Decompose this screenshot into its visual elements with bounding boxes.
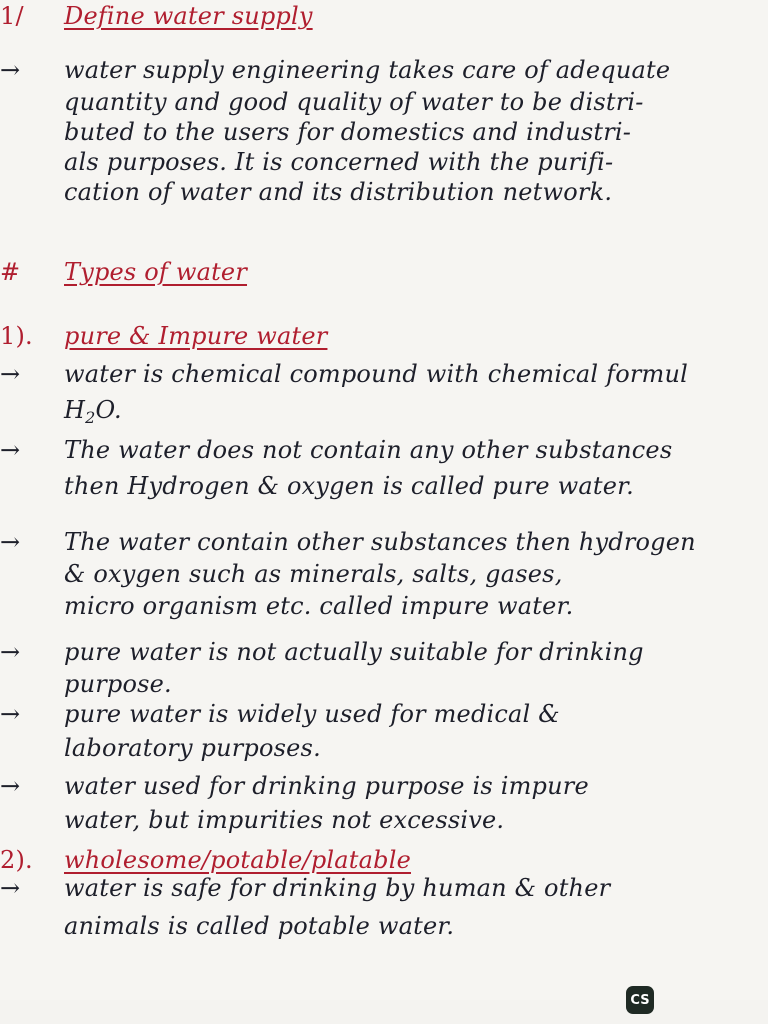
- point-drinking-impure-cont: water, but impurities not excessive.: [64, 806, 505, 834]
- definition-line-5: cation of water and its distribution network.: [64, 178, 613, 206]
- point-pure-not-suitable-cont: purpose.: [64, 670, 172, 698]
- definition-line-4: als purposes. It is concerned with the purifi-: [64, 148, 614, 176]
- point-pure-water-definition: → The water does not contain any other substances: [0, 436, 673, 464]
- arrow-icon: →: [0, 638, 21, 666]
- arrow-icon: →: [0, 360, 21, 388]
- arrow-icon: →: [0, 56, 21, 84]
- heading-wholesome-potable: 2). wholesome/potable/platable: [0, 846, 411, 874]
- arrow-icon: →: [0, 436, 21, 464]
- arrow-icon: →: [0, 772, 21, 800]
- point-potable-definition-cont: animals is called potable water.: [64, 912, 455, 940]
- arrow-icon: →: [0, 874, 21, 902]
- point-pure-medical-use-cont: laboratory purposes.: [64, 734, 321, 762]
- definition-line-1: → water supply engineering takes care of adequate: [0, 56, 671, 84]
- point-pure-not-suitable: → pure water is not actually suitable for drinking: [0, 638, 644, 666]
- heading-pure-impure-water: 1). pure & Impure water: [0, 322, 328, 350]
- point-chemical-compound: → water is chemical compound with chemical formul: [0, 360, 689, 388]
- definition-line-2: quantity and good quality of water to be distri-: [64, 88, 644, 116]
- formula-h2o: $H_2O$.: [64, 396, 122, 427]
- point-impure-water-definition: → The water contain other substances then hydrogen: [0, 528, 696, 556]
- point-drinking-impure: → water used for drinking purpose is impure: [0, 772, 589, 800]
- heading-types-of-water: # Types of water: [0, 258, 248, 286]
- arrow-icon: →: [0, 700, 21, 728]
- heading-define-water-supply: 1/ Define water supply: [0, 2, 313, 30]
- camscanner-logo-icon: CS: [626, 986, 654, 1014]
- point-pure-water-definition-cont: then Hydrogen & oxygen is called pure water.: [64, 472, 635, 500]
- point-impure-water-definition-cont2: micro organism etc. called impure water.: [64, 592, 574, 620]
- definition-line-3: buted to the users for domestics and industri-: [64, 118, 632, 146]
- arrow-icon: →: [0, 528, 21, 556]
- point-pure-medical-use: → pure water is widely used for medical &: [0, 700, 560, 728]
- point-impure-water-definition-cont1: & oxygen such as minerals, salts, gases,: [64, 560, 563, 588]
- point-potable-definition: → water is safe for drinking by human & other: [0, 874, 611, 902]
